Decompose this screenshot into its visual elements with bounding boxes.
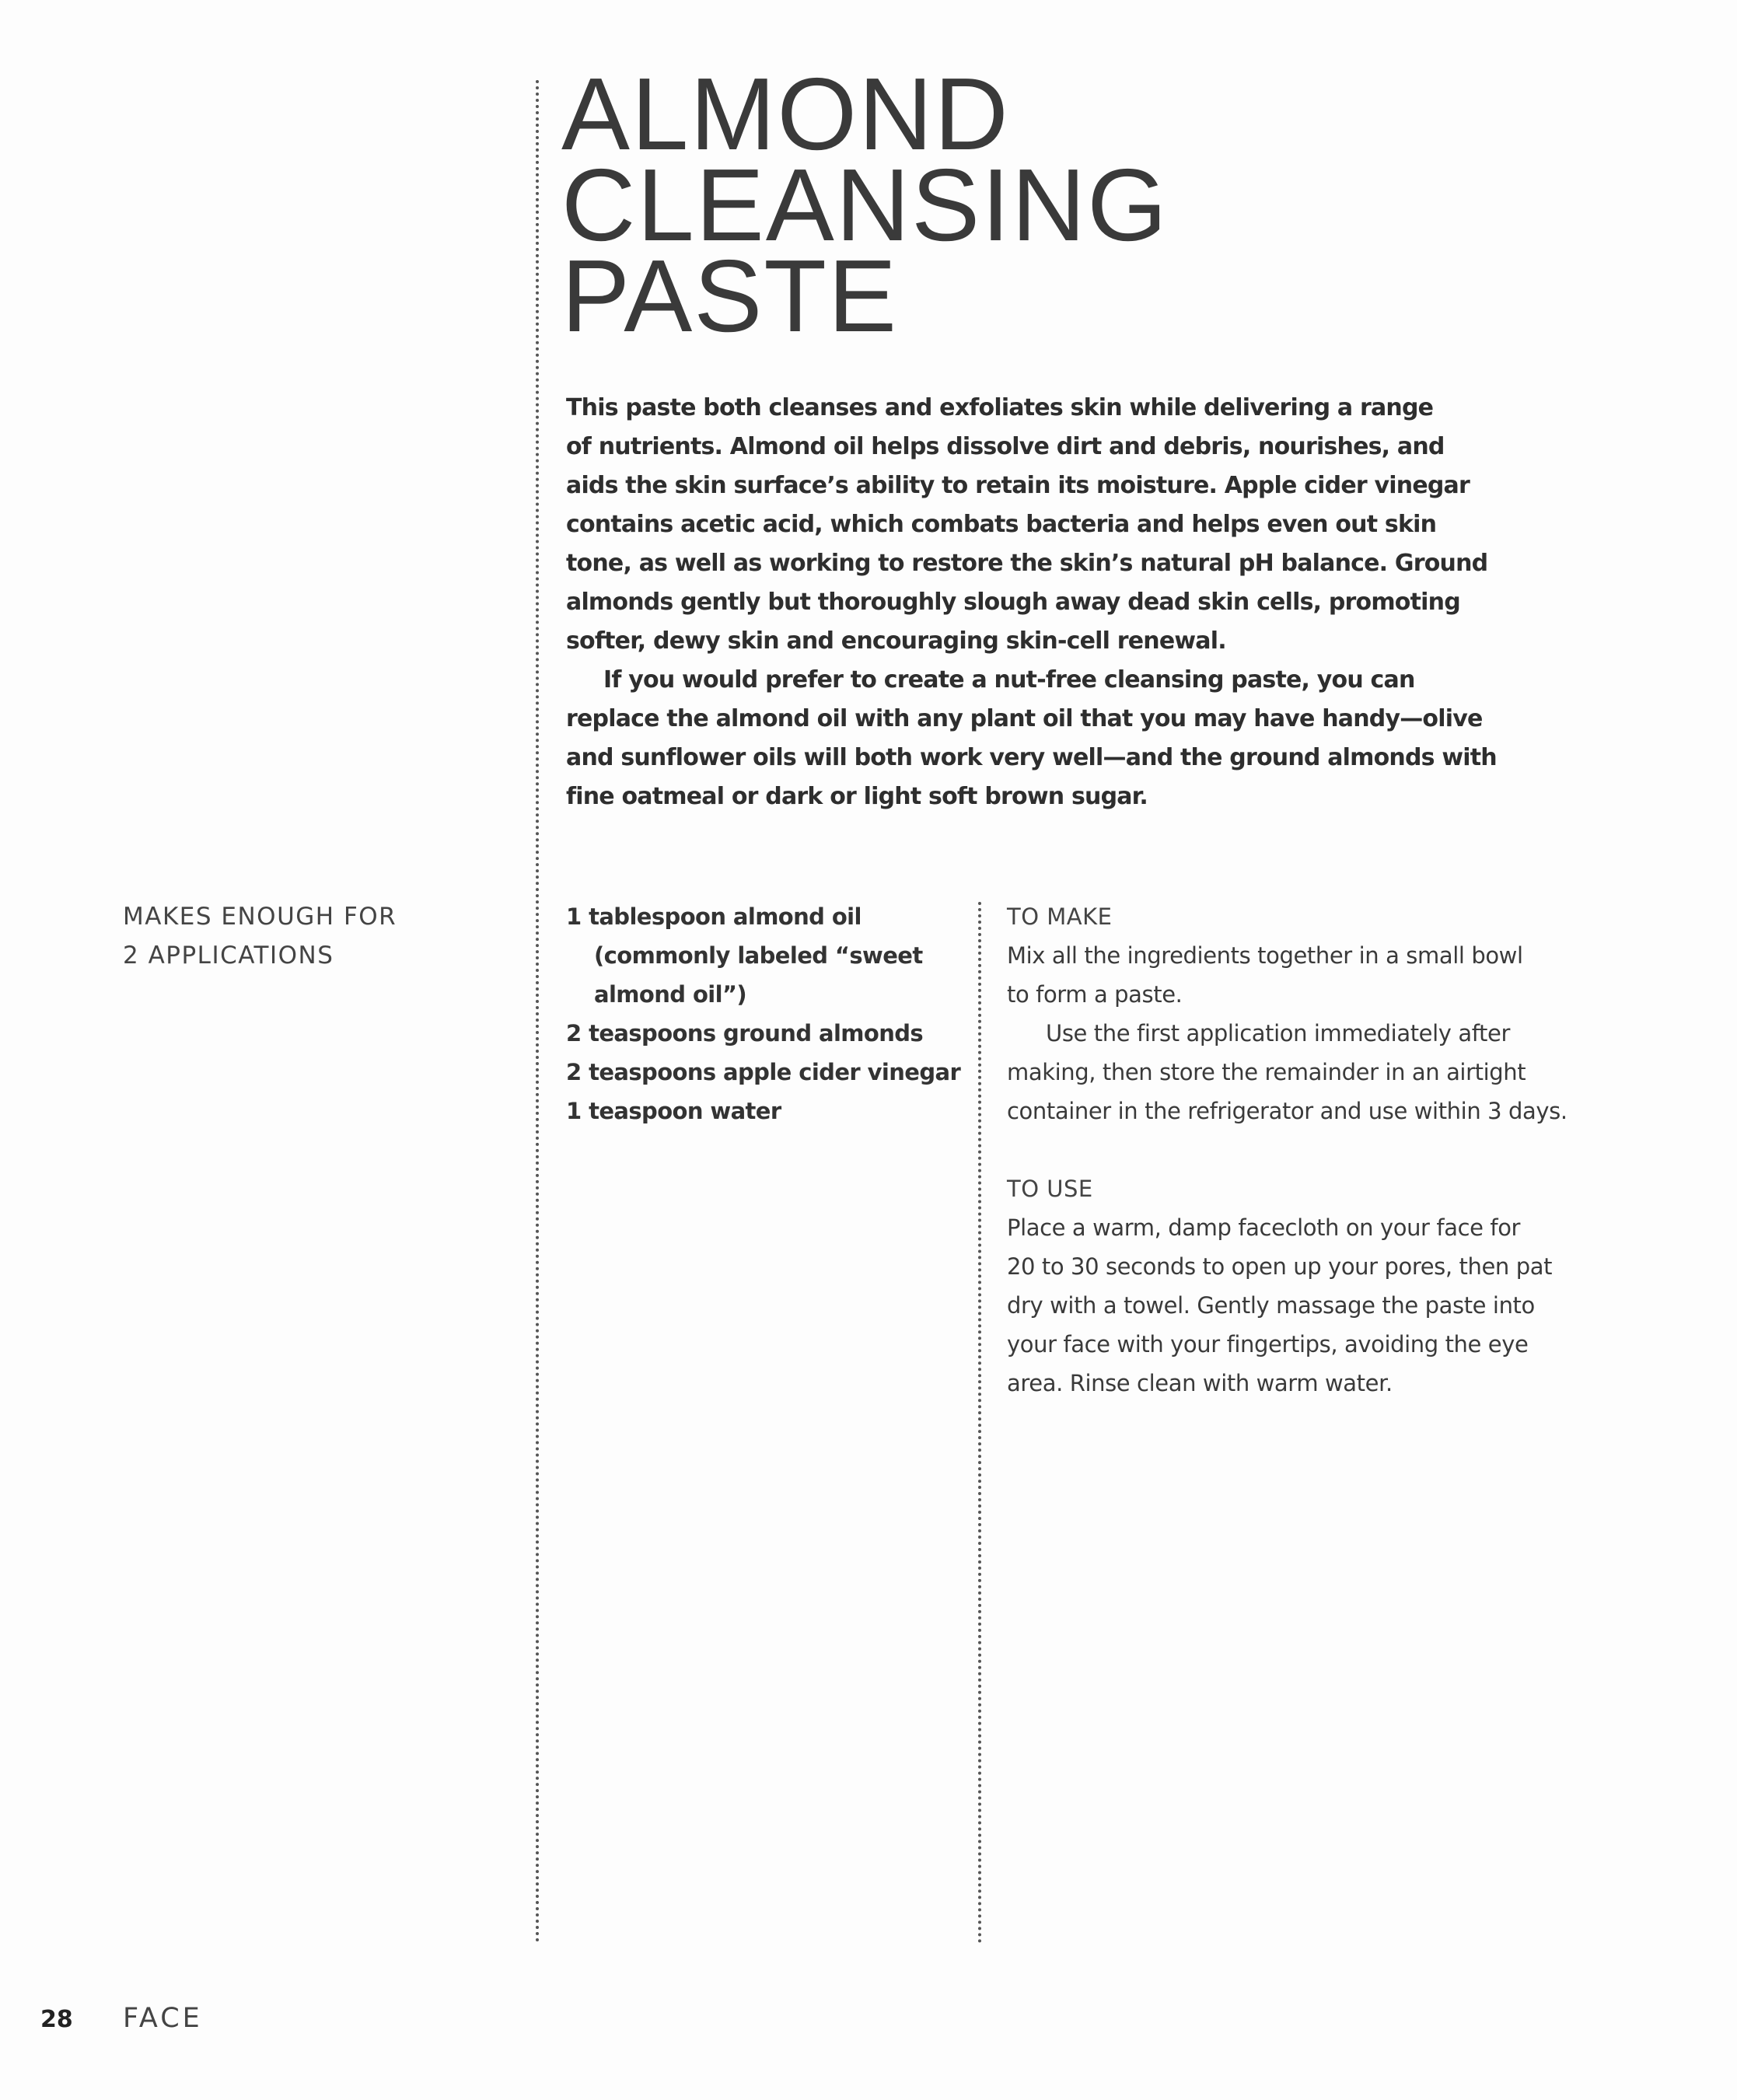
instruction-line: your face with your fingertips, avoiding the eye [1007,1331,1529,1357]
intro-line: of nutrients. Almond oil helps dissolve dirt and debris, nourishes, and [566,433,1445,460]
instruction-line: area. Rinse clean with warm water. [1007,1370,1393,1396]
ingredient-line: almond oil”) [594,981,747,1008]
dotted-divider-right [978,902,981,1944]
instruction-line: to form a paste. [1007,981,1183,1008]
intro-text [566,389,1497,816]
intro-line: and sunflower oils will both work very well—and the ground almonds with [566,744,1497,771]
ingredient-item: 2 teaspoons apple cider vinegar [566,1059,961,1085]
ingredients-list [566,897,960,1130]
intro-line: contains acetic acid, which combats bacteria and helps even out skin [566,511,1437,538]
instruction-line: dry with a towel. Gently massage the paste into [1007,1292,1535,1319]
instruction-line: Mix all the ingredients together in a small bowl [1007,942,1523,969]
instruction-line: Place a warm, damp facecloth on your face for [1007,1214,1521,1241]
intro-line: tone, as well as working to restore the skin’s natural pH balance. Ground [566,550,1488,577]
instruction-line: container in the refrigerator and use within 3 days. [1007,1098,1567,1124]
ingredient-line: 1 tablespoon almond oil [566,903,862,930]
intro-line: This paste both cleanses and exfoliates skin while delivering a range [566,394,1434,421]
title-line: PASTE [561,239,899,353]
ingredient-line: (commonly labeled “sweet [594,942,923,969]
intro-line: softer, dewy skin and encouraging skin-cell renewal. [566,627,1226,655]
intro-line: fine oatmeal or dark or light soft brown sugar. [566,783,1148,810]
recipe-title [561,57,1169,353]
dotted-divider-left [536,80,539,1944]
ingredient-item [566,897,960,1014]
intro-line: If you would prefer to create a nut-free cleansing paste, you can [603,666,1415,694]
intro-line: replace the almond oil with any plant oil that you may have handy—olive [566,705,1483,732]
to-make-heading: TO MAKE [1007,903,1113,930]
instruction-line: making, then store the remainder in an airtight [1007,1059,1526,1085]
ingredient-item: 1 teaspoon water [566,1098,781,1124]
intro-line: almonds gently but thoroughly slough away dead skin cells, promoting [566,589,1460,616]
page-number: 28 [40,2006,73,2033]
yield-note [123,897,397,975]
title-line: CLEANSING [561,148,1169,262]
yield-line: MAKES ENOUGH FOR [123,903,397,931]
title-line: ALMOND [561,57,1010,171]
intro-line: aids the skin surface’s ability to retain its moisture. Apple cider vinegar [566,472,1470,499]
instructions [1007,897,1567,1403]
instruction-line: Use the first application immediately after [1046,1020,1510,1047]
instruction-line: 20 to 30 seconds to open up your pores, then pat [1007,1253,1553,1280]
section-label: FACE [123,2003,203,2034]
yield-line: 2 APPLICATIONS [123,942,334,970]
to-use-heading: TO USE [1007,1176,1093,1202]
ingredient-item: 2 teaspoons ground almonds [566,1020,924,1047]
